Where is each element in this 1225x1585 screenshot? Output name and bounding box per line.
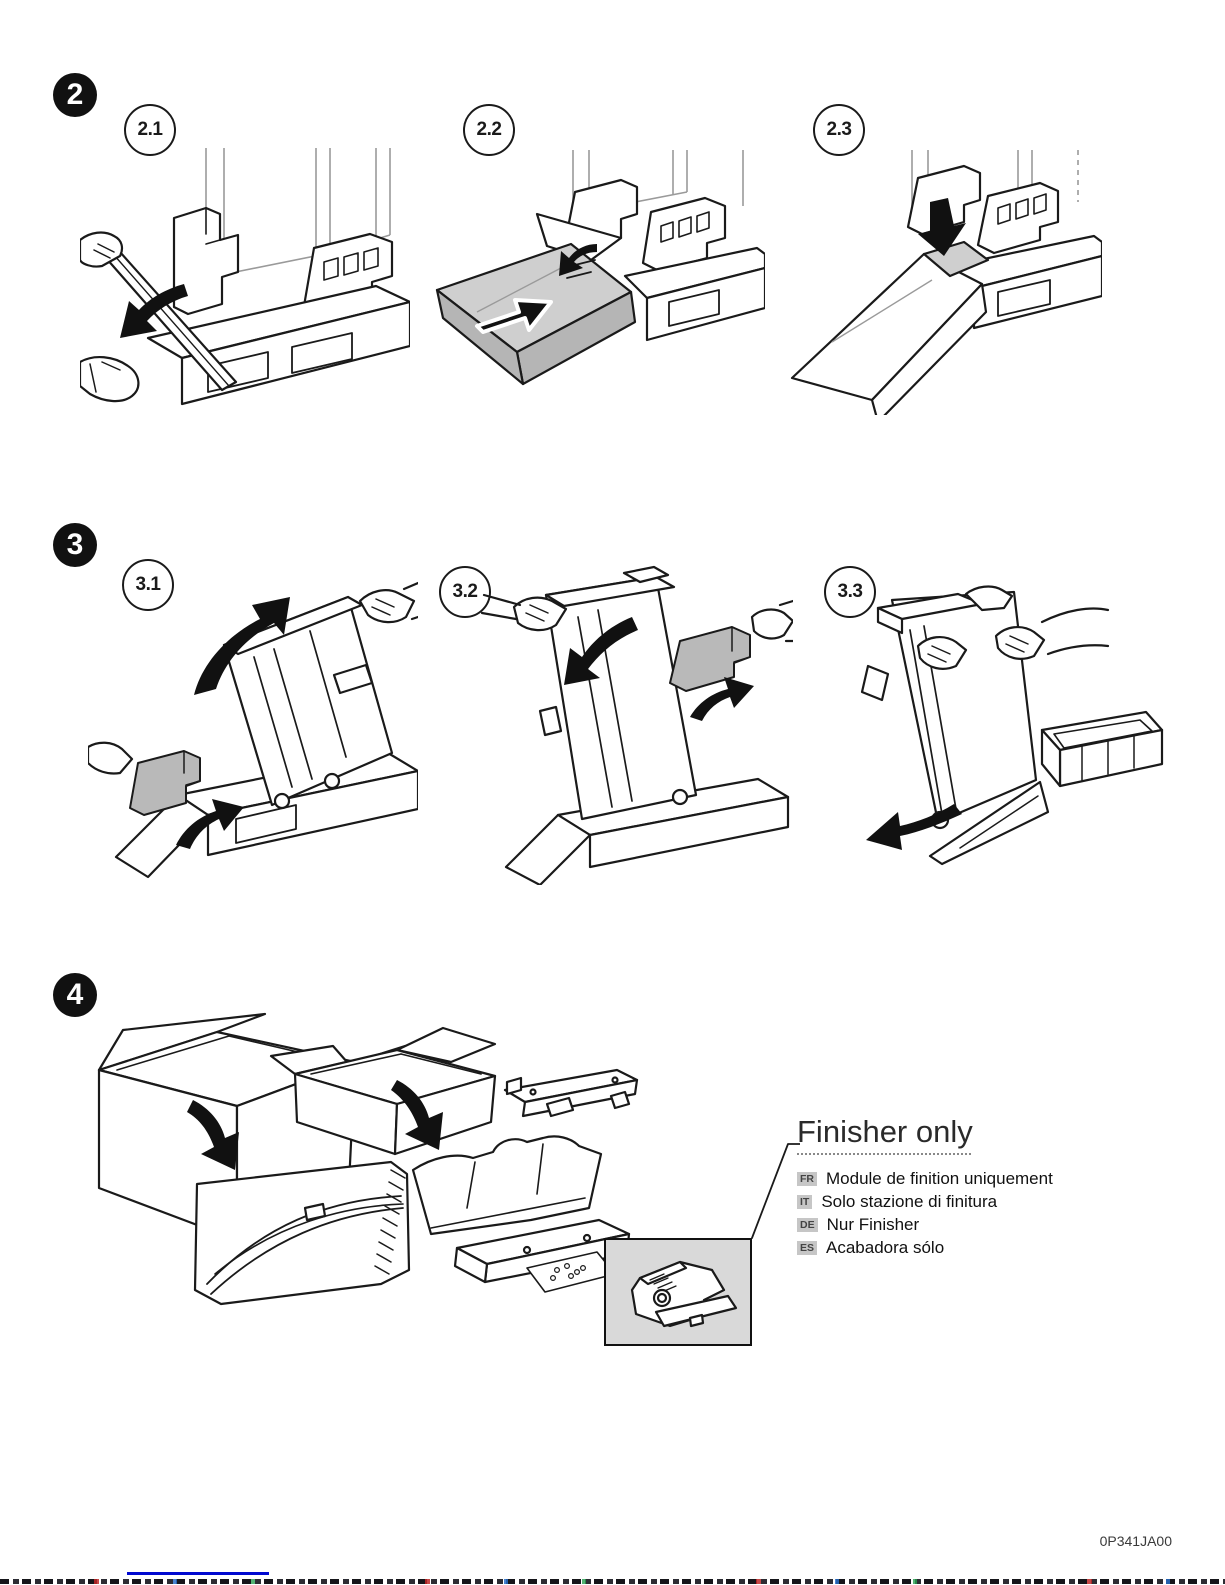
hand (88, 743, 132, 774)
translation-text-de: Nur Finisher (826, 1214, 920, 1234)
hand (360, 583, 418, 622)
translation-text-fr: Module de finition uniquement (826, 1168, 1053, 1188)
translation-row-de (797, 1213, 1127, 1236)
translation-row-es (797, 1236, 1127, 1259)
substep-3-1-label: 3.1 (135, 574, 161, 595)
foam-tray-part (413, 1136, 601, 1234)
callout-translations (797, 1167, 1127, 1259)
hand (80, 357, 138, 401)
footer-blue-line (127, 1572, 269, 1575)
step-4-number: 4 (66, 978, 84, 1011)
finisher-upright (862, 587, 1036, 828)
step-2-badge (53, 73, 97, 117)
illustration-step-3-3-roll-off (790, 558, 1165, 888)
ramp-wedge (792, 242, 988, 415)
finisher-only-inset-box (604, 1238, 752, 1346)
translation-text-es: Acabadora sólo (826, 1237, 945, 1257)
language-chip-es: ES (797, 1241, 817, 1255)
translation-row-it (797, 1190, 1127, 1213)
substep-2-2-badge (463, 104, 515, 156)
language-chip-it: IT (797, 1195, 812, 1209)
illustration-step-3-2-raise-finisher (428, 555, 793, 885)
substep-2-1-label: 2.1 (137, 119, 163, 140)
translation-row-fr (797, 1167, 1127, 1190)
dotted-rule (797, 1153, 971, 1155)
substep-3-3-label: 3.3 (837, 581, 863, 602)
staple-cartridge-illustration (606, 1240, 749, 1343)
step-2-number: 2 (66, 78, 84, 111)
language-chip-fr: FR (797, 1172, 817, 1186)
part-number: 0P341JA00 (1099, 1533, 1172, 1549)
finisher-only-callout (797, 1114, 1127, 1259)
callout-connector-line (748, 1136, 800, 1242)
illustration-step-3-1-tilt-finisher (88, 555, 418, 885)
substep-2-3-label: 2.3 (826, 119, 852, 140)
language-chip-de: DE (797, 1218, 818, 1232)
step-3-number: 3 (66, 528, 84, 561)
bottom-crop-dashes (0, 1579, 1225, 1584)
translation-text-it: Solo stazione di finitura (821, 1191, 998, 1211)
illustration-step-2-1-remove-rail (80, 148, 410, 413)
hand (752, 601, 793, 641)
step-4-badge (53, 973, 97, 1017)
metal-bracket-part (505, 1070, 637, 1116)
pallet-tray (1042, 712, 1162, 786)
callout-title: Finisher only (797, 1114, 973, 1149)
illustration-step-2-2-attach-ramp (425, 150, 765, 415)
substep-2-2-label: 2.2 (476, 119, 502, 140)
substep-3-2-label: 3.2 (452, 581, 478, 602)
front-panel-part (195, 1162, 409, 1304)
substep-2-3-badge (813, 104, 865, 156)
finisher-upright (540, 567, 696, 819)
illustration-step-2-3-ramp-in-place (772, 150, 1102, 415)
